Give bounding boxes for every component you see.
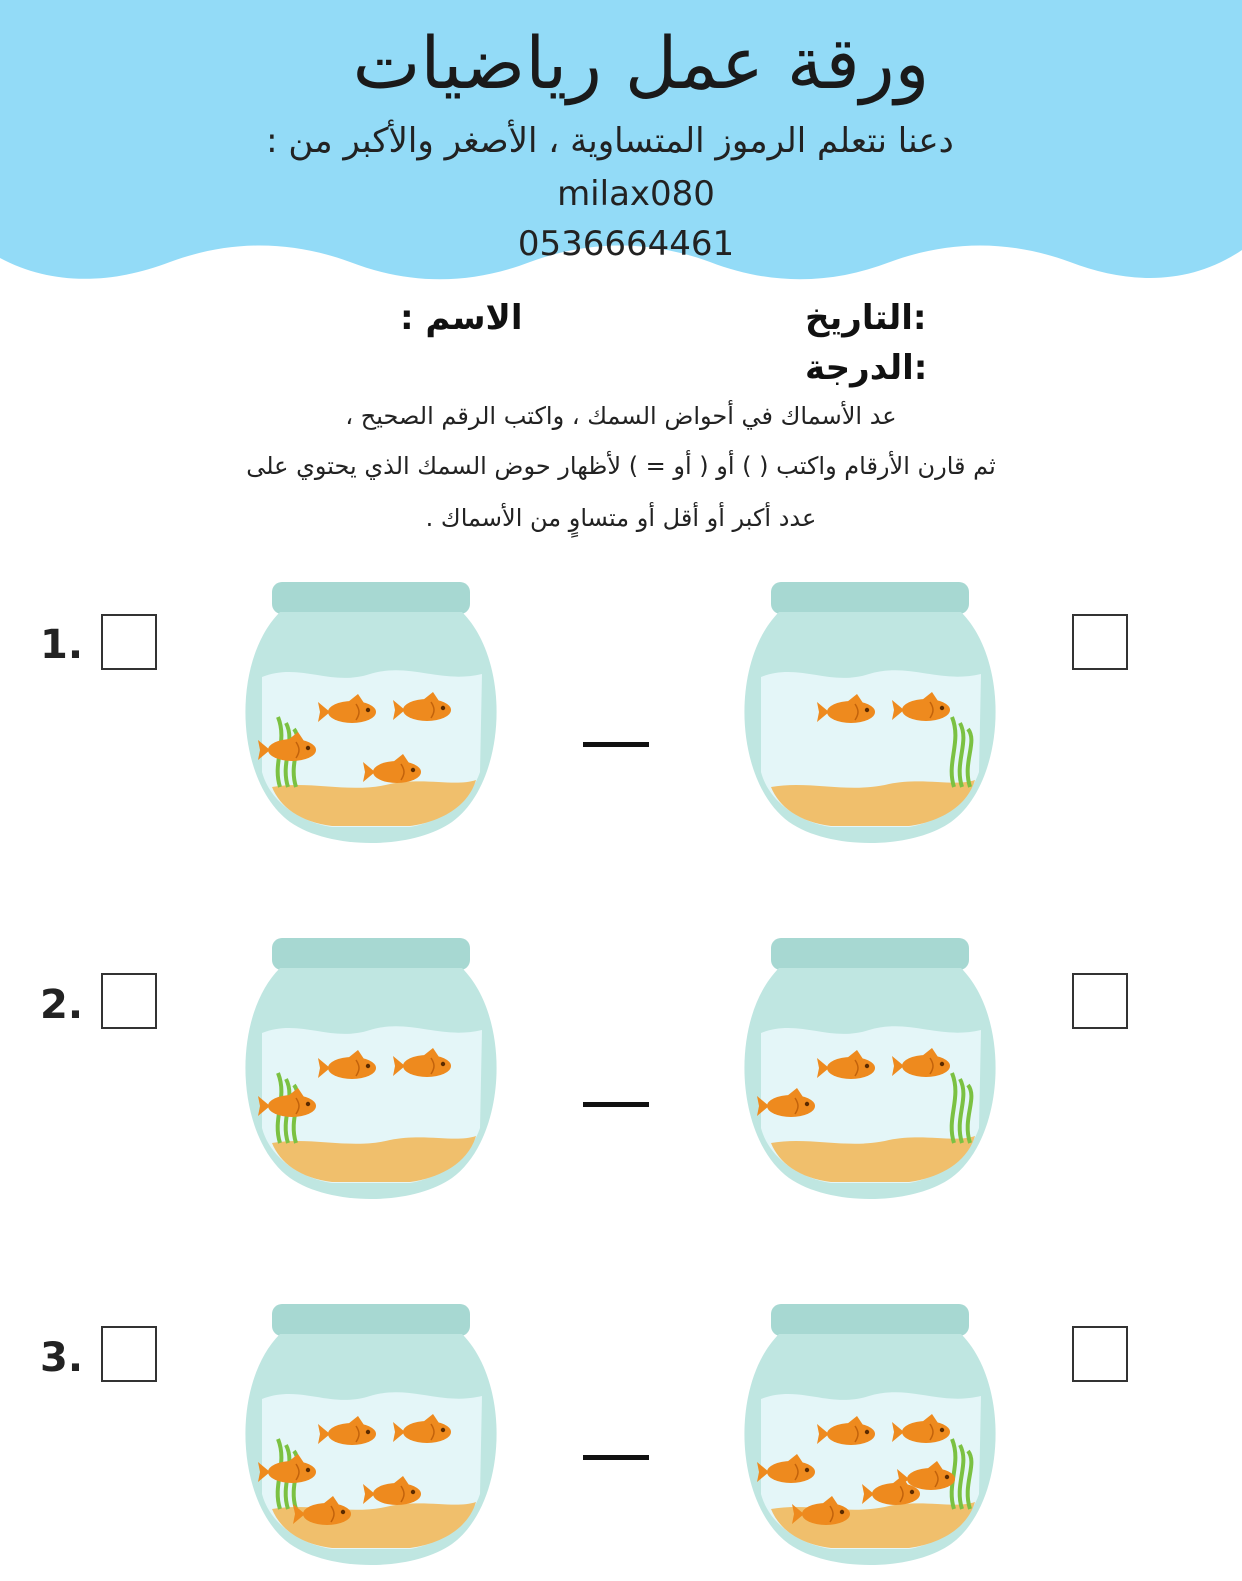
author-phone: 0536664461: [517, 224, 735, 264]
answer-box-left[interactable]: [101, 614, 157, 670]
grade-label: :الدرجة: [805, 348, 928, 388]
fish-bowl-icon: [240, 1304, 502, 1566]
comparison-blank[interactable]: [583, 1455, 649, 1460]
answer-box-left[interactable]: [101, 1326, 157, 1382]
author-handle: milax080: [557, 174, 715, 214]
answer-box-right[interactable]: [1072, 973, 1128, 1029]
fish-bowl-icon: [739, 1304, 1001, 1566]
date-label: :التاريخ: [805, 298, 927, 338]
instruction-line-1: عد الأسماك في أحواض السمك ، واكتب الرقم الصحيح ،: [345, 402, 897, 430]
answer-box-right[interactable]: [1072, 1326, 1128, 1382]
fish-bowl-icon: [240, 938, 502, 1200]
comparison-blank[interactable]: [583, 742, 649, 747]
instruction-line-3: عدد أكبر أو أقل أو متساوٍ من الأسماك .: [425, 504, 817, 532]
question-number: 3.: [40, 1335, 84, 1381]
answer-box-left[interactable]: [101, 973, 157, 1029]
name-label: الاسم :: [400, 298, 523, 338]
answer-box-right[interactable]: [1072, 614, 1128, 670]
header-banner: [0, 0, 1242, 290]
fish-bowl-icon: [739, 582, 1001, 844]
comparison-blank[interactable]: [583, 1102, 649, 1107]
fish-bowl-icon: [739, 938, 1001, 1200]
question-number: 2.: [40, 982, 84, 1028]
fish-bowl-icon: [240, 582, 502, 844]
page-title: ورقة عمل رياضيات: [352, 21, 930, 105]
page-subtitle: دعنا نتعلم الرموز المتساوية ، الأصغر والأكبر من :: [266, 121, 954, 161]
instruction-line-2: ثم قارن الأرقام واكتب ( ) أو ( أو = ) لأظهار حوض السمك الذي يحتوي على: [246, 452, 996, 480]
question-number: 1.: [40, 622, 84, 668]
